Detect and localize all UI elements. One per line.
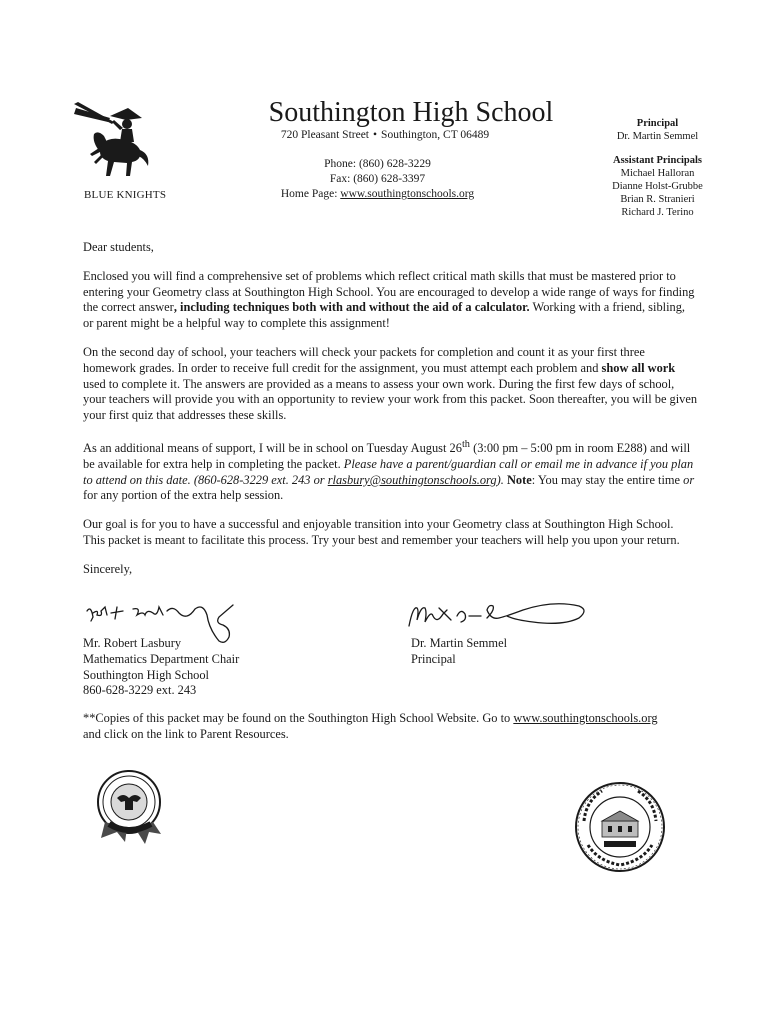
signature-block-lasbury xyxy=(83,636,239,699)
paragraph-bold: show all work xyxy=(601,360,676,375)
paragraph-italic-text: ). xyxy=(496,472,504,487)
blue-knights-logo-icon xyxy=(70,100,160,190)
signature-block-semmel xyxy=(411,636,507,668)
homepage-link[interactable]: www.southingtonschools.org xyxy=(340,188,475,200)
paragraph-text: (3:00 pm – 5:00 pm in room E288) and will be available for extra help in completing the packet. xyxy=(83,441,691,471)
fax-number: Fax: (860) 628-3397 xyxy=(329,173,426,185)
assistant-principal: Michael Halloran xyxy=(620,168,695,179)
paragraph-bold: , including techniques both with and without the aid of a calculator. xyxy=(173,300,530,315)
paragraph-support xyxy=(83,437,698,504)
address-street: 720 Pleasant Street xyxy=(280,129,370,141)
paragraph-text: : You may stay the entire time xyxy=(531,472,684,487)
principal-name: Dr. Martin Semmel xyxy=(616,131,699,142)
signer-school: Southington High School xyxy=(83,667,209,682)
signer-title: Principal xyxy=(411,651,456,666)
paragraph-text: for any portion of the extra help session. xyxy=(83,488,284,503)
national-ribbon-school-seal-icon xyxy=(95,768,165,850)
signer-name: Dr. Martin Semmel xyxy=(411,636,508,650)
paragraph-italic-text: Please have a parent/guardian call or email me in advance if you plan to attend on this date. (860-628-3229 ext. 243 or xyxy=(83,456,694,487)
footnote xyxy=(83,711,663,743)
paragraph-text: On the second day of school, your teachers will check your packets for completion and count it as your first three homework grades. In order to receive full credit for the assignment, you must attempt each problem and xyxy=(83,344,645,375)
email-link[interactable]: rlasbury@southingtonschools.org xyxy=(327,472,497,487)
paragraph-italic: or xyxy=(683,472,695,487)
paragraph-grading xyxy=(83,345,698,424)
paragraph-text: Working with a friend, sibling, or parent might be a helpful way to complete this assignment! xyxy=(83,300,686,331)
signer-title: Mathematics Department Chair xyxy=(83,651,240,666)
note-label: Note xyxy=(503,472,532,487)
phone-number: Phone: (860) 628-3229 xyxy=(324,158,431,170)
date-suffix: th xyxy=(461,438,470,450)
paragraph-text: Enclosed you will find a comprehensive set of problems which reflect critical math skills that must be mastered prior to entering your Geometry class at Southington High School. You are encouraged to develop a wide range of ways for finding the correct answer xyxy=(83,268,695,315)
footnote-text: **Copies of this packet may be found on the Southington High School Website. Go to xyxy=(83,711,514,725)
principal-title: Principal xyxy=(636,118,679,129)
homepage-label: Home Page: xyxy=(280,188,341,200)
assistant-principals-title: Assistant Principals xyxy=(613,155,702,166)
letter-body xyxy=(83,240,698,591)
salutation: Dear students, xyxy=(83,240,154,254)
closing: Sincerely, xyxy=(83,561,133,576)
administration-list xyxy=(575,117,740,219)
paragraph-goal: Our goal is for you to have a successful and enjoyable transition into your Geometry class at Southington High School. This packet is meant to facilitate this process. Try your best and remember your teachers will help you upon your return. xyxy=(83,517,680,548)
assistant-principal: Dianne Holst-Grubbe xyxy=(612,181,703,192)
semmel-signature-icon xyxy=(403,596,593,638)
school-address xyxy=(250,129,520,141)
school-name: Southington High School xyxy=(268,97,554,128)
assistant-principal: Richard J. Terino xyxy=(621,207,694,218)
assistant-principal: Brian R. Stranieri xyxy=(620,194,695,205)
signer-phone: 860-628-3229 ext. 243 xyxy=(83,683,197,698)
signer-name: Mr. Robert Lasbury xyxy=(83,636,182,650)
contact-info xyxy=(250,157,505,202)
logo-caption: BLUE KNIGHTS xyxy=(84,189,167,201)
address-city: Southington, CT 06489 xyxy=(381,129,490,141)
address-separator: • xyxy=(373,129,378,141)
paragraph-text: As an additional means of support, I will be in school on Tuesday August 26 xyxy=(83,441,462,456)
paragraph-intro xyxy=(83,269,698,332)
town-of-southington-seal-icon xyxy=(574,781,666,873)
homepage-line xyxy=(250,187,505,202)
footnote-website-link[interactable]: www.southingtonschools.org xyxy=(513,711,658,725)
footnote-text: and click on the link to Parent Resources. xyxy=(83,726,289,741)
paragraph-text: used to complete it. The answers are provided as a means to assess your own work. During the first few days of school, your teachers will provide you with an opportunity to review your work from this packet. Soon thereafter, you will be given your first quiz that addresses these skills. xyxy=(83,376,698,423)
